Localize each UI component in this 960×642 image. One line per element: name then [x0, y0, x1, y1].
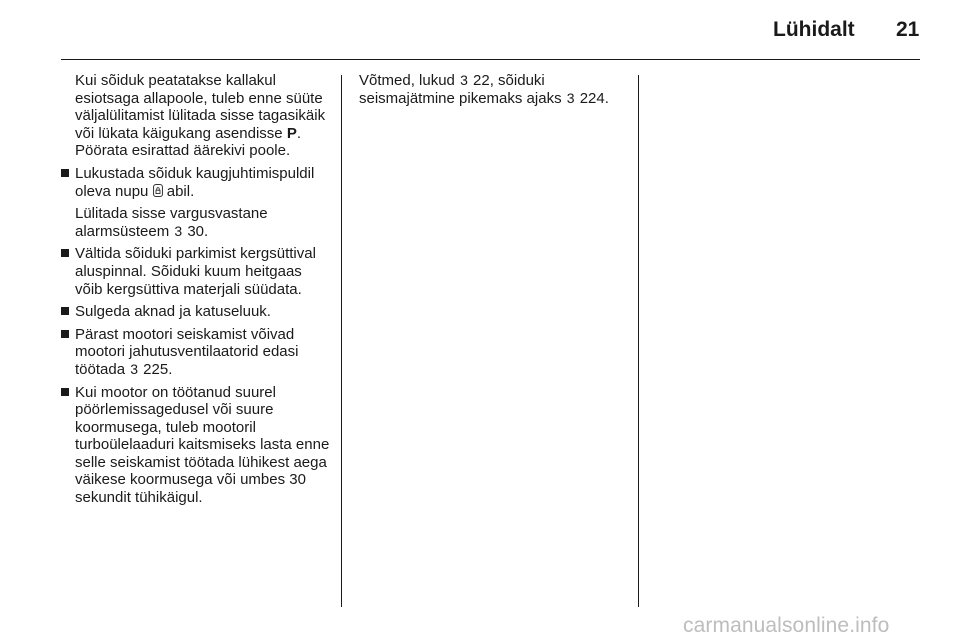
bullet — [61, 307, 69, 315]
list-item: Pärast mootori seiskamist võivad mootori jahutusventilaatorid edasi töötada 3 225. — [61, 326, 333, 379]
page-number: 21 — [896, 18, 920, 41]
gear-position-p: P — [286, 124, 297, 142]
alarm-paragraph: Lülitada sisse vargusvastane alarmsüsteem 3 30. — [75, 205, 268, 240]
page-reference-icon: 3 — [460, 72, 468, 88]
page-title: Lühidalt — [773, 18, 855, 41]
page-reference-icon: 3 — [174, 222, 183, 239]
text-column-2 — [359, 72, 631, 107]
keys-reference-paragraph: Võtmed, lukud 3 22, sõiduki seismajätmine pikemaks ajaks 3 224. — [359, 72, 609, 107]
bullet — [61, 249, 69, 257]
list-item: Lukustada sõiduk kaugjuhtimispuldil oleva nupu abil. — [61, 165, 333, 200]
list-item: Sulgeda aknad ja katuseluuk. — [61, 303, 333, 321]
page-reference-icon: 3 — [566, 89, 575, 106]
header-rule — [61, 59, 920, 60]
watermark: carmanualsonline.info — [683, 614, 890, 637]
page-reference-icon: 3 — [130, 360, 139, 377]
intro-paragraph: Kui sõiduk peatatakse kallakul esiotsaga allapoole, tuleb enne süüte väljalülitamist lülitada sisse tagasikäik või lükata käigukang asendisse P. Pöörata esirattad äärekivi poole. — [75, 72, 326, 160]
list-item: Vältida sõiduki parkimist kergsüttival aluspinnal. Sõiduki kuum heitgaas võib kergsüttiva materjali süüdata. — [61, 245, 333, 298]
lock-key-icon — [153, 184, 163, 197]
list-item: Kui mootor on töötanud suurel pöörlemissagedusel või suure koormusega, tuleb mootoril turboülelaaduri kaitsmiseks lasta enne selle seiskamist töötada lühikest aega väikese koormusega või umbes 30 sekundit tühikäigul. — [61, 384, 333, 507]
bullet — [61, 330, 69, 338]
bullet — [61, 169, 69, 177]
bullet — [61, 388, 69, 396]
text-column-1 — [61, 72, 333, 507]
column-divider-right — [638, 75, 639, 607]
column-divider-left — [341, 75, 342, 607]
